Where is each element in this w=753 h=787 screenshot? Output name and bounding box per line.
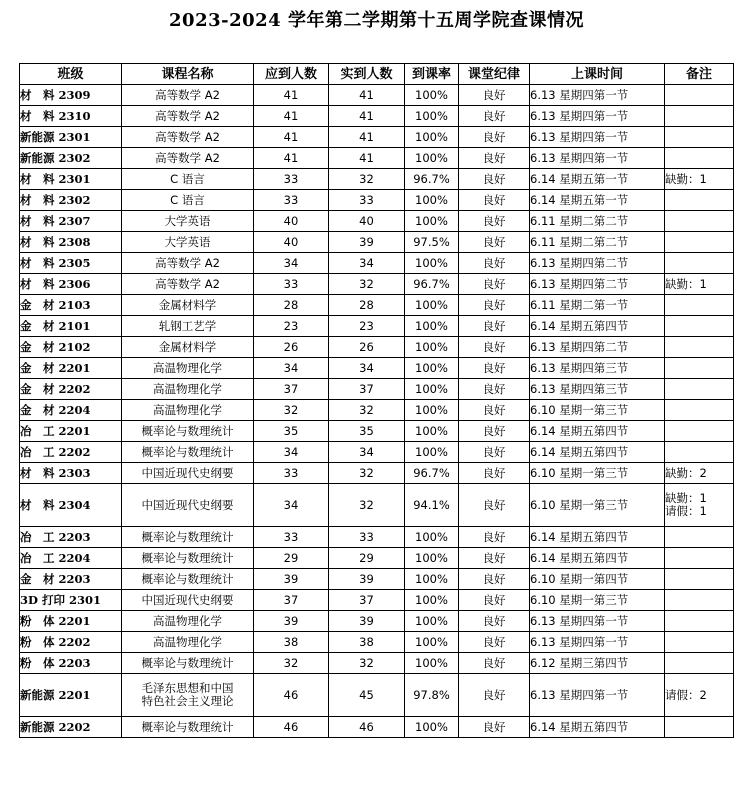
class-time-cell: 6.12 星期三第四节 [530, 653, 665, 674]
course-cell: 高等数学 A2 [122, 148, 254, 169]
header-row [20, 64, 734, 85]
actual-count-cell: 37 [329, 590, 405, 611]
class-time-cell: 6.11 星期二第二节 [530, 211, 665, 232]
actual-count-cell: 34 [329, 253, 405, 274]
class-cell: 粉 体 2203 [20, 653, 122, 674]
note-cell [665, 590, 734, 611]
expected-count-cell: 35 [254, 421, 329, 442]
table-row [20, 527, 734, 548]
class-time-cell: 6.10 星期一第三节 [530, 400, 665, 421]
class-time-cell: 6.14 星期五第四节 [530, 527, 665, 548]
note-cell: 缺勤：1 [665, 274, 734, 295]
class-time-cell: 6.13 星期四第三节 [530, 358, 665, 379]
course-cell: 概率论与数理统计 [122, 527, 254, 548]
note-cell [665, 442, 734, 463]
table-row [20, 674, 734, 717]
table-row [20, 590, 734, 611]
class-time-cell: 6.13 星期四第一节 [530, 148, 665, 169]
expected-count-cell: 41 [254, 106, 329, 127]
attendance-rate-cell: 100% [405, 379, 459, 400]
table-row [20, 337, 734, 358]
table-body [20, 85, 734, 738]
actual-count-cell: 41 [329, 106, 405, 127]
discipline-cell: 良好 [459, 632, 530, 653]
table-row [20, 569, 734, 590]
expected-count-cell: 40 [254, 211, 329, 232]
course-cell: C 语言 [122, 169, 254, 190]
table-row [20, 421, 734, 442]
actual-count-cell: 29 [329, 548, 405, 569]
table-row [20, 127, 734, 148]
actual-count-cell: 40 [329, 211, 405, 232]
discipline-cell: 良好 [459, 717, 530, 738]
class-time-cell: 6.11 星期二第二节 [530, 232, 665, 253]
class-cell: 冶 工 2202 [20, 442, 122, 463]
class-cell: 金 材 2204 [20, 400, 122, 421]
attendance-table [19, 63, 734, 738]
header-note: 备注 [665, 64, 734, 85]
attendance-rate-cell: 100% [405, 653, 459, 674]
class-time-cell: 6.13 星期四第一节 [530, 611, 665, 632]
note-cell [665, 232, 734, 253]
course-cell: 高等数学 A2 [122, 127, 254, 148]
table-row [20, 653, 734, 674]
actual-count-cell: 41 [329, 127, 405, 148]
discipline-cell: 良好 [459, 211, 530, 232]
discipline-cell: 良好 [459, 169, 530, 190]
class-cell: 金 材 2202 [20, 379, 122, 400]
actual-count-cell: 28 [329, 295, 405, 316]
actual-count-cell: 34 [329, 442, 405, 463]
actual-count-cell: 45 [329, 674, 405, 717]
expected-count-cell: 37 [254, 379, 329, 400]
table-row [20, 400, 734, 421]
class-cell: 材 料 2302 [20, 190, 122, 211]
table-row [20, 632, 734, 653]
attendance-rate-cell: 100% [405, 127, 459, 148]
expected-count-cell: 23 [254, 316, 329, 337]
class-cell: 材 料 2304 [20, 484, 122, 527]
table-row [20, 106, 734, 127]
table-row [20, 463, 734, 484]
class-cell: 粉 体 2202 [20, 632, 122, 653]
class-cell: 冶 工 2201 [20, 421, 122, 442]
attendance-rate-cell: 100% [405, 358, 459, 379]
note-cell [665, 253, 734, 274]
expected-count-cell: 34 [254, 358, 329, 379]
note-cell [665, 211, 734, 232]
expected-count-cell: 34 [254, 442, 329, 463]
table-row [20, 358, 734, 379]
course-cell: 金属材料学 [122, 337, 254, 358]
table-row [20, 232, 734, 253]
course-cell: 金属材料学 [122, 295, 254, 316]
note-cell [665, 569, 734, 590]
actual-count-cell: 34 [329, 358, 405, 379]
note-cell [665, 127, 734, 148]
expected-count-cell: 41 [254, 127, 329, 148]
actual-count-cell: 39 [329, 611, 405, 632]
note-cell [665, 358, 734, 379]
table-row [20, 611, 734, 632]
class-cell: 金 材 2102 [20, 337, 122, 358]
discipline-cell: 良好 [459, 253, 530, 274]
attendance-rate-cell: 100% [405, 190, 459, 211]
course-cell: 概率论与数理统计 [122, 653, 254, 674]
table-row [20, 148, 734, 169]
course-cell: 概率论与数理统计 [122, 548, 254, 569]
attendance-rate-cell: 100% [405, 632, 459, 653]
table-row [20, 211, 734, 232]
header-time: 上课时间 [530, 64, 665, 85]
expected-count-cell: 41 [254, 85, 329, 106]
class-time-cell: 6.10 星期一第三节 [530, 590, 665, 611]
attendance-rate-cell: 100% [405, 569, 459, 590]
discipline-cell: 良好 [459, 379, 530, 400]
course-cell [122, 674, 254, 717]
table-row [20, 484, 734, 527]
class-cell: 材 料 2308 [20, 232, 122, 253]
class-time-cell: 6.14 星期五第一节 [530, 190, 665, 211]
class-cell: 冶 工 2203 [20, 527, 122, 548]
class-cell: 材 料 2306 [20, 274, 122, 295]
attendance-rate-cell: 100% [405, 85, 459, 106]
actual-count-cell: 37 [329, 379, 405, 400]
note-cell [665, 148, 734, 169]
class-time-cell: 6.14 星期五第四节 [530, 421, 665, 442]
class-time-cell: 6.13 星期四第一节 [530, 85, 665, 106]
class-cell: 金 材 2203 [20, 569, 122, 590]
expected-count-cell: 39 [254, 569, 329, 590]
attendance-rate-cell: 96.7% [405, 274, 459, 295]
table-row [20, 85, 734, 106]
attendance-rate-cell: 100% [405, 148, 459, 169]
course-cell: 中国近现代史纲要 [122, 590, 254, 611]
discipline-cell: 良好 [459, 463, 530, 484]
course-cell: 高等数学 A2 [122, 85, 254, 106]
discipline-cell: 良好 [459, 569, 530, 590]
class-cell: 新能源 2201 [20, 674, 122, 717]
class-time-cell: 6.13 星期四第一节 [530, 632, 665, 653]
course-cell: 高温物理化学 [122, 611, 254, 632]
note-cell [665, 653, 734, 674]
header-discipline: 课堂纪律 [459, 64, 530, 85]
note-cell [665, 379, 734, 400]
header-class: 班级 [20, 64, 122, 85]
header-rate: 到课率 [405, 64, 459, 85]
discipline-cell: 良好 [459, 674, 530, 717]
discipline-cell: 良好 [459, 274, 530, 295]
note-cell [665, 632, 734, 653]
discipline-cell: 良好 [459, 190, 530, 211]
expected-count-cell: 29 [254, 548, 329, 569]
header-expected: 应到人数 [254, 64, 329, 85]
discipline-cell: 良好 [459, 590, 530, 611]
course-cell: C 语言 [122, 190, 254, 211]
table-row [20, 190, 734, 211]
expected-count-cell: 26 [254, 337, 329, 358]
header-actual: 实到人数 [329, 64, 405, 85]
class-cell: 新能源 2301 [20, 127, 122, 148]
course-cell: 中国近现代史纲要 [122, 484, 254, 527]
class-cell: 新能源 2202 [20, 717, 122, 738]
actual-count-cell: 39 [329, 232, 405, 253]
attendance-rate-cell: 100% [405, 211, 459, 232]
class-cell: 材 料 2310 [20, 106, 122, 127]
expected-count-cell: 28 [254, 295, 329, 316]
expected-count-cell: 40 [254, 232, 329, 253]
table-row [20, 717, 734, 738]
class-cell: 3D 打印 2301 [20, 590, 122, 611]
note-cell-line-2: 请假：1 [665, 504, 707, 518]
course-cell: 轧钢工艺学 [122, 316, 254, 337]
attendance-rate-cell: 100% [405, 337, 459, 358]
table-row [20, 274, 734, 295]
expected-count-cell: 41 [254, 148, 329, 169]
actual-count-cell: 32 [329, 463, 405, 484]
discipline-cell: 良好 [459, 232, 530, 253]
class-cell: 材 料 2307 [20, 211, 122, 232]
actual-count-cell: 32 [329, 653, 405, 674]
discipline-cell: 良好 [459, 611, 530, 632]
actual-count-cell: 33 [329, 190, 405, 211]
attendance-rate-cell: 100% [405, 400, 459, 421]
note-cell [665, 717, 734, 738]
discipline-cell: 良好 [459, 127, 530, 148]
header-course: 课程名称 [122, 64, 254, 85]
discipline-cell: 良好 [459, 421, 530, 442]
class-time-cell: 6.13 星期四第三节 [530, 379, 665, 400]
table-row [20, 295, 734, 316]
class-time-cell: 6.14 星期五第四节 [530, 442, 665, 463]
expected-count-cell: 32 [254, 400, 329, 421]
discipline-cell: 良好 [459, 295, 530, 316]
discipline-cell: 良好 [459, 358, 530, 379]
course-cell: 高温物理化学 [122, 632, 254, 653]
attendance-rate-cell: 96.7% [405, 169, 459, 190]
note-cell [665, 316, 734, 337]
course-cell: 高温物理化学 [122, 379, 254, 400]
class-cell: 材 料 2309 [20, 85, 122, 106]
actual-count-cell: 46 [329, 717, 405, 738]
discipline-cell: 良好 [459, 442, 530, 463]
course-cell: 高等数学 A2 [122, 106, 254, 127]
course-cell: 高等数学 A2 [122, 274, 254, 295]
expected-count-cell: 33 [254, 274, 329, 295]
attendance-rate-cell: 97.8% [405, 674, 459, 717]
course-cell-line-2: 特色社会主义理论 [141, 694, 234, 708]
class-cell: 金 材 2201 [20, 358, 122, 379]
actual-count-cell: 32 [329, 484, 405, 527]
note-cell [665, 421, 734, 442]
attendance-rate-cell: 100% [405, 253, 459, 274]
discipline-cell: 良好 [459, 337, 530, 358]
class-cell: 材 料 2301 [20, 169, 122, 190]
note-cell [665, 548, 734, 569]
actual-count-cell: 26 [329, 337, 405, 358]
attendance-rate-cell: 97.5% [405, 232, 459, 253]
table-row [20, 379, 734, 400]
attendance-rate-cell: 100% [405, 316, 459, 337]
class-time-cell: 6.11 星期二第一节 [530, 295, 665, 316]
note-cell [665, 106, 734, 127]
course-cell: 大学英语 [122, 211, 254, 232]
actual-count-cell: 32 [329, 169, 405, 190]
attendance-rate-cell: 94.1% [405, 484, 459, 527]
attendance-rate-cell: 96.7% [405, 463, 459, 484]
discipline-cell: 良好 [459, 548, 530, 569]
expected-count-cell: 46 [254, 717, 329, 738]
course-cell: 概率论与数理统计 [122, 717, 254, 738]
course-cell: 概率论与数理统计 [122, 421, 254, 442]
course-cell: 高温物理化学 [122, 400, 254, 421]
discipline-cell: 良好 [459, 653, 530, 674]
discipline-cell: 良好 [459, 148, 530, 169]
class-cell: 金 材 2101 [20, 316, 122, 337]
class-time-cell: 6.10 星期一第四节 [530, 569, 665, 590]
expected-count-cell: 33 [254, 527, 329, 548]
discipline-cell: 良好 [459, 85, 530, 106]
attendance-rate-cell: 100% [405, 717, 459, 738]
expected-count-cell: 34 [254, 253, 329, 274]
note-cell: 请假：2 [665, 674, 734, 717]
expected-count-cell: 32 [254, 653, 329, 674]
note-cell [665, 295, 734, 316]
expected-count-cell: 33 [254, 190, 329, 211]
actual-count-cell: 39 [329, 569, 405, 590]
actual-count-cell: 35 [329, 421, 405, 442]
class-time-cell: 6.13 星期四第二节 [530, 337, 665, 358]
note-cell: 缺勤：2 [665, 463, 734, 484]
actual-count-cell: 41 [329, 85, 405, 106]
actual-count-cell: 32 [329, 274, 405, 295]
class-time-cell: 6.14 星期五第四节 [530, 316, 665, 337]
note-cell [665, 400, 734, 421]
note-cell [665, 527, 734, 548]
discipline-cell: 良好 [459, 106, 530, 127]
class-cell: 粉 体 2201 [20, 611, 122, 632]
class-time-cell: 6.14 星期五第四节 [530, 717, 665, 738]
class-time-cell: 6.13 星期四第二节 [530, 253, 665, 274]
note-cell [665, 337, 734, 358]
class-cell: 材 料 2305 [20, 253, 122, 274]
attendance-rate-cell: 100% [405, 421, 459, 442]
discipline-cell: 良好 [459, 527, 530, 548]
attendance-rate-cell: 100% [405, 295, 459, 316]
note-cell-line-1: 缺勤：1 [665, 491, 707, 505]
class-time-cell: 6.13 星期四第二节 [530, 274, 665, 295]
attendance-rate-cell: 100% [405, 527, 459, 548]
expected-count-cell: 37 [254, 590, 329, 611]
note-cell [665, 484, 734, 527]
expected-count-cell: 33 [254, 169, 329, 190]
expected-count-cell: 34 [254, 484, 329, 527]
class-time-cell: 6.14 星期五第四节 [530, 548, 665, 569]
table-row [20, 442, 734, 463]
discipline-cell: 良好 [459, 484, 530, 527]
course-cell: 大学英语 [122, 232, 254, 253]
class-time-cell: 6.13 星期四第一节 [530, 127, 665, 148]
note-cell: 缺勤：1 [665, 169, 734, 190]
discipline-cell: 良好 [459, 400, 530, 421]
course-cell-line-1: 毛泽东思想和中国 [141, 681, 234, 695]
attendance-rate-cell: 100% [405, 106, 459, 127]
course-cell: 中国近现代史纲要 [122, 463, 254, 484]
actual-count-cell: 32 [329, 400, 405, 421]
class-cell: 材 料 2303 [20, 463, 122, 484]
note-cell [665, 190, 734, 211]
expected-count-cell: 38 [254, 632, 329, 653]
table-row [20, 548, 734, 569]
attendance-rate-cell: 100% [405, 590, 459, 611]
discipline-cell: 良好 [459, 316, 530, 337]
class-cell: 新能源 2302 [20, 148, 122, 169]
course-cell: 概率论与数理统计 [122, 569, 254, 590]
course-cell: 高温物理化学 [122, 358, 254, 379]
actual-count-cell: 38 [329, 632, 405, 653]
page-title: 2023-2024 学年第二学期第十五周学院查课情况 [169, 10, 584, 31]
class-time-cell: 6.10 星期一第三节 [530, 484, 665, 527]
note-cell [665, 611, 734, 632]
class-time-cell: 6.10 星期一第三节 [530, 463, 665, 484]
class-time-cell: 6.13 星期四第一节 [530, 106, 665, 127]
actual-count-cell: 23 [329, 316, 405, 337]
course-cell: 高等数学 A2 [122, 253, 254, 274]
actual-count-cell: 33 [329, 527, 405, 548]
class-cell: 冶 工 2204 [20, 548, 122, 569]
course-cell: 概率论与数理统计 [122, 442, 254, 463]
table-row [20, 253, 734, 274]
actual-count-cell: 41 [329, 148, 405, 169]
expected-count-cell: 46 [254, 674, 329, 717]
expected-count-cell: 33 [254, 463, 329, 484]
expected-count-cell: 39 [254, 611, 329, 632]
note-cell [665, 85, 734, 106]
class-time-cell: 6.14 星期五第一节 [530, 169, 665, 190]
class-cell: 金 材 2103 [20, 295, 122, 316]
attendance-rate-cell: 100% [405, 611, 459, 632]
class-time-cell: 6.13 星期四第一节 [530, 674, 665, 717]
attendance-rate-cell: 100% [405, 442, 459, 463]
table-row [20, 316, 734, 337]
table-row [20, 169, 734, 190]
attendance-rate-cell: 100% [405, 548, 459, 569]
